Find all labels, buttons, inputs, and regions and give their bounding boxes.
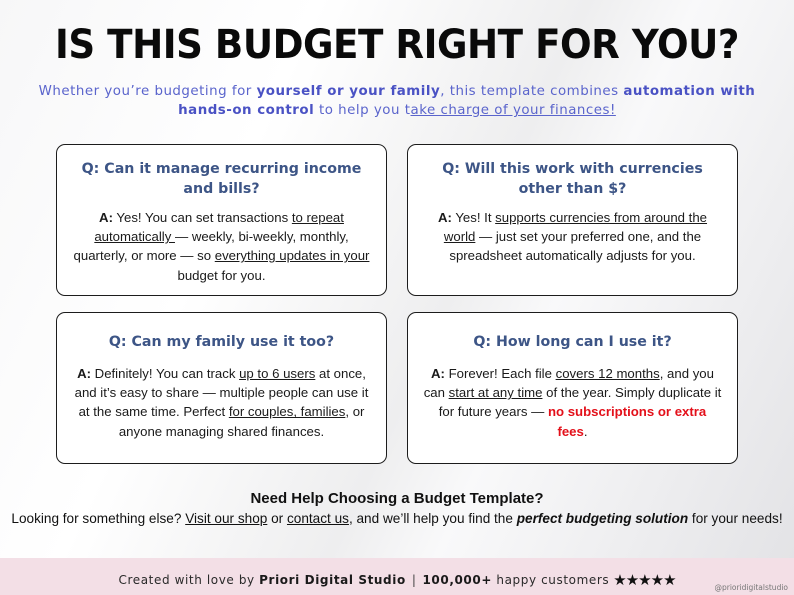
help-emphasis: perfect budgeting solution bbox=[516, 511, 689, 526]
faq-question: Q: How long can I use it? bbox=[473, 334, 672, 350]
faq-card-duration bbox=[407, 312, 738, 464]
customer-count: 100,000+ bbox=[422, 573, 492, 587]
footer-text: Created with love by Priori Digital Studio | 100,000+ happy customers ★★★★★ bbox=[118, 571, 676, 589]
subtitle-link[interactable]: ake charge of your finances! bbox=[410, 103, 616, 118]
faq-card-currencies bbox=[407, 144, 738, 296]
faq-card-family bbox=[56, 312, 387, 464]
footer-banner bbox=[0, 558, 794, 595]
help-heading: Need Help Choosing a Budget Template? bbox=[250, 490, 544, 507]
footer-separator: | bbox=[411, 573, 417, 587]
faq-card-recurring bbox=[56, 144, 387, 296]
faq-answer: A: Definitely! You can track up to 6 users at once, and it’s easy to share — multiple people can use it at the same time. Perfect for couples, families, or anyone managing shared finances. bbox=[74, 366, 369, 439]
faq-question: Q: Can it manage recurring income and bills? bbox=[81, 161, 362, 197]
subtitle-emphasis: yourself or your family bbox=[256, 84, 441, 99]
faq-answer: A: Forever! Each file covers 12 months, and you can start at any time of the year. Simply duplicate it for future years — no subscriptions or extra fees. bbox=[423, 366, 722, 439]
no-fees-highlight: no subscriptions or extra fees bbox=[547, 404, 707, 439]
page-title: IS THIS BUDGET RIGHT FOR YOU? bbox=[54, 22, 740, 68]
faq-question: Q: Will this work with currencies other than $? bbox=[442, 161, 703, 197]
brand-name: Priori Digital Studio bbox=[259, 573, 406, 587]
faq-answer: A: Yes! It supports currencies from around the world — just set your preferred one, and the spreadsheet automatically adjusts for you. bbox=[437, 210, 708, 264]
faq-answer: A: Yes! You can set transactions to repeat automatically — weekly, bi-weekly, monthly, quarterly, or more — so everything updates in your budget for you. bbox=[73, 210, 370, 283]
page-subtitle: Whether you’re budgeting for yourself or your family, this template combines automation with hands-on control to help you take charge of your finances! bbox=[38, 84, 756, 118]
contact-us-link[interactable]: contact us bbox=[286, 511, 349, 526]
faq-question: Q: Can my family use it too? bbox=[108, 334, 335, 350]
social-handle: @prioridigitalstudio bbox=[714, 583, 788, 592]
visit-shop-link[interactable]: Visit our shop bbox=[185, 511, 268, 526]
help-text: Looking for something else? Visit our shop or contact us, and we’ll help you find the perfect budgeting solution for your needs! bbox=[11, 511, 783, 526]
subtitle-emphasis: automation with hands-on control bbox=[178, 84, 756, 118]
star-rating-icon: ★★★★★ bbox=[613, 571, 676, 589]
